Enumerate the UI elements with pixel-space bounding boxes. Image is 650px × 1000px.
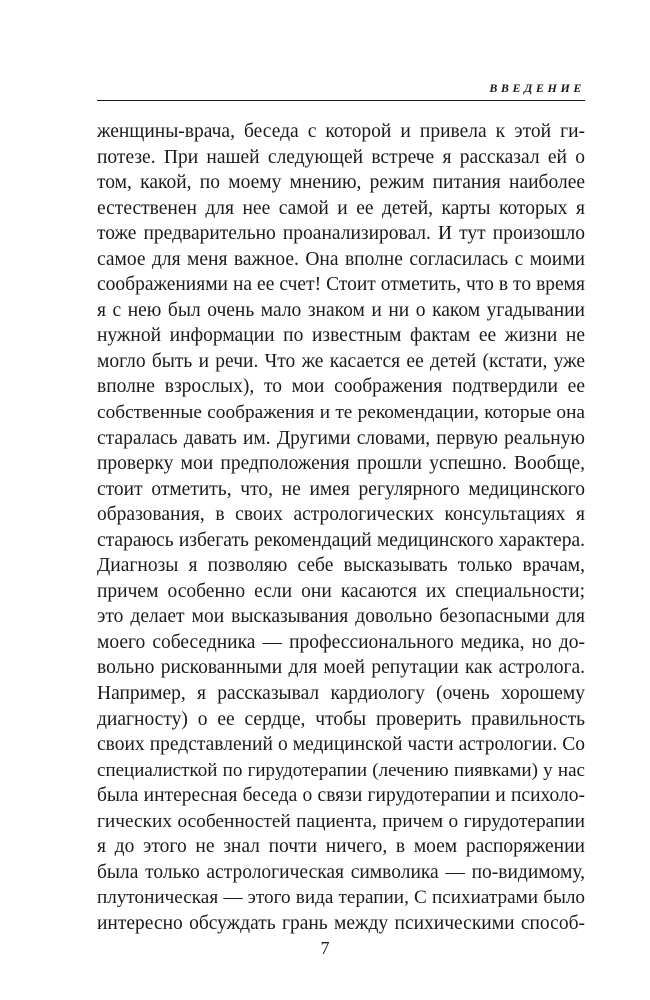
text-line: собственные соображения и те рекомендации, которые она [97,402,585,424]
text-line: стараюсь избегать рекомендаций медицинского характера. [97,529,585,551]
text-line: нужной информации по известным фактам ее жизни не [97,325,585,347]
text-line: я до этого не знал почти ничего, в моем распоряжении [97,836,585,858]
running-head: ВВЕДЕНИЕ [489,81,585,95]
header-rule [97,100,585,101]
text-line: это делает мои высказывания довольно безопасными для [97,606,585,628]
page-number: 7 [320,938,330,958]
text-line: была только астрологическая символика — по-видимому, [97,861,585,883]
text-line: вполне взрослых), то мои соображения подтвердили ее [97,376,585,398]
text-line: причем особенно если они касаются их специальности; [97,580,585,602]
text-line: интересно обсуждать грань между психическими способ- [97,912,585,934]
text-line: том, какой, по моему мнению, режим питания наиболее [97,172,585,194]
text-line: плутоническая — этого вида терапии, С психиатрами было [97,887,585,909]
text-line: естественен для нее самой и ее детей, карты которых я [97,197,585,219]
body-text [97,119,585,937]
text-line: вольно рискованными для моей репутации как астролога. [97,657,585,679]
text-line: я с нею был очень мало знаком и ни о каком угадывании [97,299,585,321]
text-line: старалась давать им. Другими словами, первую реальную [97,427,585,449]
text-line: Например, я рассказывал кардиологу (очень хорошему [97,683,585,705]
text-line: могло быть и речи. Что же касается ее детей (кстати, уже [97,350,585,372]
text-line: потезе. При нашей следующей встрече я рассказал ей о [97,146,585,168]
text-line: стоит отметить, что, не имея регулярного медицинского [97,478,585,500]
text-line: образования, в своих астрологических консультациях я [97,504,585,526]
text-line: соображениями на ее счет! Стоит отметить, что в то время [97,274,585,296]
text-line: была интересная беседа о связи гирудотерапии и психоло- [97,785,585,807]
text-line: моего собеседника — профессионального медика, но до- [97,631,585,653]
text-line: специалисткой по гирудотерапии (лечению пиявками) у нас [97,759,585,781]
text-line: тоже предварительно проанализировал. И тут произошло [97,223,585,245]
text-line: самое для меня важное. Она вполне согласилась с моими [97,248,585,270]
text-line: женщины-врача, беседа с которой и привела к этой ги- [97,121,585,142]
text-line: диагносту) о ее сердце, чтобы проверить правильность [97,708,585,730]
text-line: Диагнозы я позволяю себе высказывать только врачам, [97,555,585,577]
text-line: своих представлений о медицинской части астрологии. Со [97,734,585,756]
text-line: проверку мои предположения прошли успешно. Вообще, [97,453,585,475]
text-line: гических особенностей пациента, причем о гирудотерапии [97,810,585,832]
